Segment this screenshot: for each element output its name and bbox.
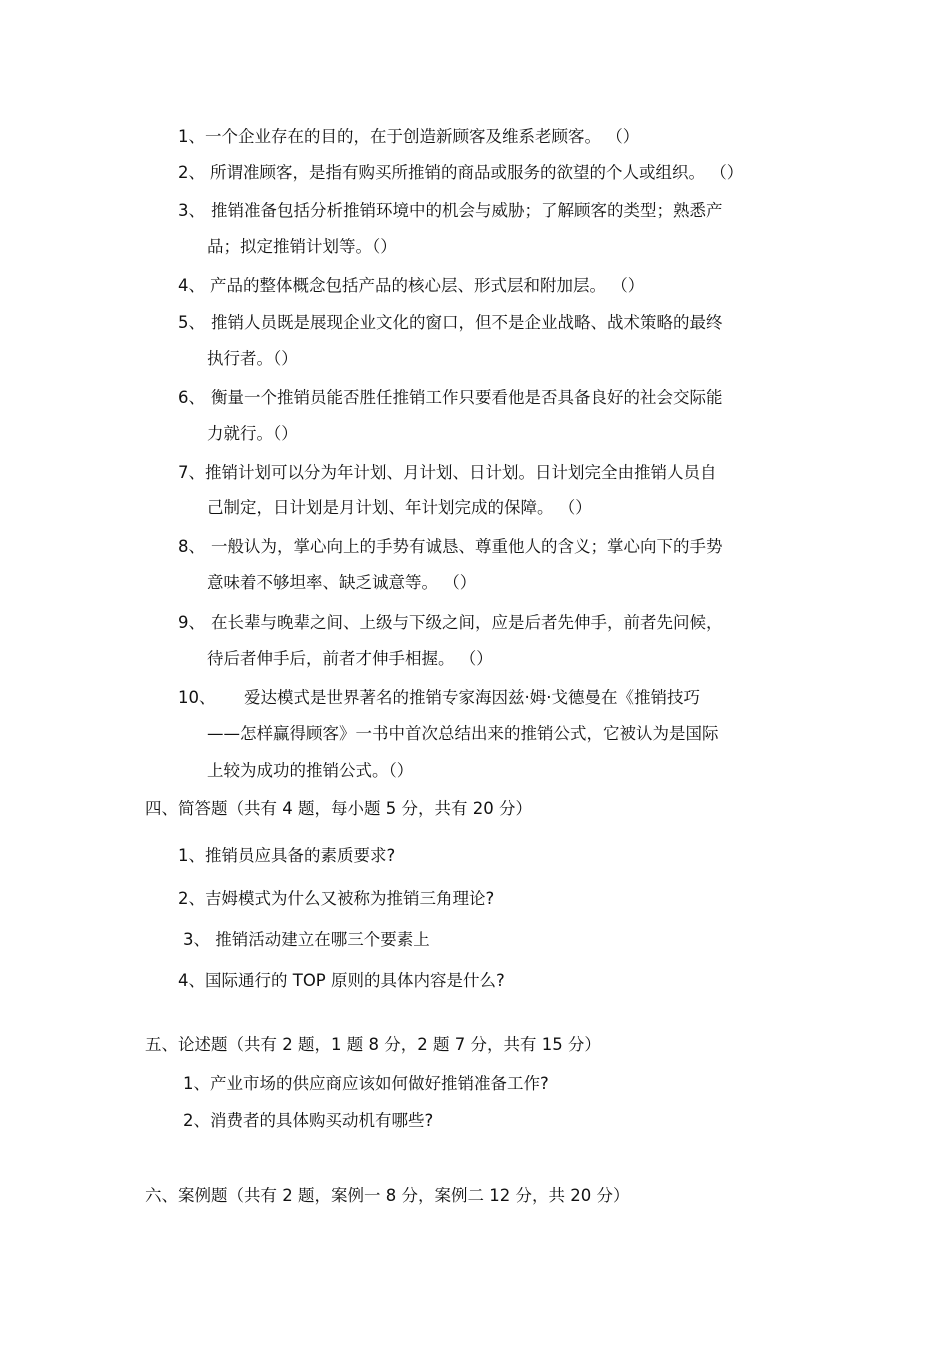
item-text-continued: 待后者伸手后，前者才伸手相握。 （） xyxy=(207,649,493,668)
item-text: 产品的整体概念包括产品的核心层、形式层和附加层。 （） xyxy=(210,276,645,295)
item-text-continued: 己制定，日计划是月计划、年计划完成的保障。 （） xyxy=(207,498,592,517)
question-item: 3、 推销活动建立在哪三个要素上 xyxy=(183,930,430,949)
section-heading-case-study: 六、案例题（共有 2 题，案例一 8 分，案例二 12 分，共 20 分） xyxy=(145,1186,630,1205)
item-number: 4、 xyxy=(178,276,205,295)
item-number: 2、 xyxy=(178,163,205,182)
section-heading-essay: 五、论述题（共有 2 题，1 题 8 分，2 题 7 分，共有 15 分） xyxy=(145,1035,601,1054)
item-text-continued: 力就行。（） xyxy=(207,424,298,443)
question-item: 2、消费者的具体购买动机有哪些? xyxy=(183,1111,434,1130)
item-text: 在长辈与晚辈之间、上级与下级之间，应是后者先伸手，前者先问候， xyxy=(211,613,723,632)
item-text: 爱达模式是世界著名的推销专家海因兹·姆·戈德曼在《推销技巧 xyxy=(244,688,700,707)
item-number: 3、 xyxy=(178,201,205,220)
question-item: 1、产业市场的供应商应该如何做好推销准备工作? xyxy=(183,1074,549,1093)
question-item: 4、国际通行的 TOP 原则的具体内容是什么? xyxy=(178,971,505,990)
item-number: 8、 xyxy=(178,537,205,556)
item-number: 9、 xyxy=(178,613,205,632)
item-number: 1、 xyxy=(178,127,205,146)
item-text: 一般认为，掌心向上的手势有诚恳、尊重他人的含义；掌心向下的手势 xyxy=(211,537,723,556)
question-item: 1、推销员应具备的素质要求? xyxy=(178,846,396,865)
item-text: 推销准备包括分析推销环境中的机会与威胁；了解顾客的类型；熟悉产 xyxy=(211,201,723,220)
item-number: 7、 xyxy=(178,463,205,482)
item-text-continued: 意味着不够坦率、缺乏诚意等。 （） xyxy=(207,573,477,592)
item-text-continued: 执行者。（） xyxy=(207,349,298,368)
item-text: 一个企业存在的目的，在于创造新顾客及维系老顾客。 （） xyxy=(205,127,640,146)
section-heading-short-answer: 四、简答题（共有 4 题，每小题 5 分，共有 20 分） xyxy=(145,799,532,818)
item-text: 所谓准顾客，是指有购买所推销的商品或服务的欲望的个人或组织。 （） xyxy=(210,163,744,182)
item-number: 6、 xyxy=(178,388,205,407)
item-number: 5、 xyxy=(178,313,205,332)
item-text: 推销人员既是展现企业文化的窗口，但不是企业战略、战术策略的最终 xyxy=(211,313,723,332)
item-text-continued: ——怎样赢得顾客》一书中首次总结出来的推销公式，它被认为是国际 xyxy=(207,724,719,743)
item-text: 推销计划可以分为年计划、月计划、日计划。日计划完全由推销人员自 xyxy=(205,463,717,482)
item-text: 衡量一个推销员能否胜任推销工作只要看他是否具备良好的社会交际能 xyxy=(211,388,723,407)
item-number: 10、 xyxy=(178,688,216,707)
question-item: 2、吉姆模式为什么又被称为推销三角理论? xyxy=(178,889,495,908)
item-text-continued: 上较为成功的推销公式。（） xyxy=(207,761,414,780)
item-text-continued: 品；拟定推销计划等。（） xyxy=(207,237,397,256)
